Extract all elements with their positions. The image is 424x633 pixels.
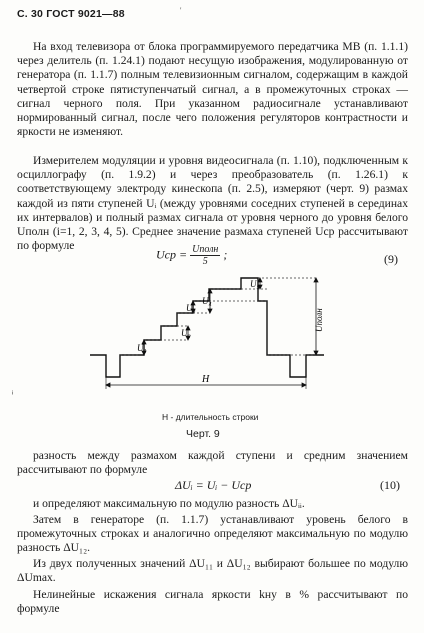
label-u5: U₅ — [250, 279, 260, 289]
paragraph-input-signal: На вход телевизора от блока программируемого передатчика МВ (п. 1.1.1) через делитель (п. 1.24.1) подают несущую изображения, модулированную от генератора (п. 1.1.7) полным телевизионным сигналом, содержащим в каждой четвертой строке пятиступенчатый сигнал, а в промежуточных строках — сигнал черного поля. При указанном радиосигнале устанавливают нормированный сигнал, после чего положения регуляторов контрастности и яркости не изменяют. — [17, 40, 408, 139]
staircase-signal-diagram — [90, 272, 350, 400]
formula-9-tail: ; — [223, 247, 228, 262]
formula-10: ΔUᵢ = Uᵢ − Uср — [175, 478, 252, 492]
figure-caption: H - длительность строки — [162, 412, 259, 422]
label-u3: U₃ — [186, 303, 196, 313]
paragraph-choose-max: Из двух полученных значений ΔU₁₁ и ΔU₁₂ выбирают большее по модулю ΔUmax. — [17, 557, 408, 585]
label-h: H — [202, 374, 210, 385]
header-tick-mark: ' — [180, 6, 182, 15]
paragraph-difference: разность между размахом каждой ступени и средним значением рассчитывают по формуле — [17, 449, 408, 477]
formula-10-number: (10) — [380, 478, 400, 492]
page-header: С. 30 ГОСТ 9021—88 — [17, 8, 125, 20]
paragraph-white-level: Затем в генераторе (п. 1.1.7) устанавливают уровень белого в промежуточных строках и аналогично определяют максимальную по модулю разность ΔU₁₂. — [17, 513, 408, 555]
paragraph-nonlinear: Нелинейные искажения сигнала яркости kнy в % рассчитывают по формуле — [17, 588, 408, 616]
figure-mark: ᵢ — [12, 386, 14, 396]
label-u2: U₂ — [181, 328, 191, 338]
label-u-full: Uполн — [314, 308, 324, 332]
label-u1: U₁ — [137, 343, 147, 353]
paragraph-measurement: Измерителем модуляции и уровня видеосигнала (п. 1.10), подключенным к осциллографу (п. 1.9.2) и через преобразователь (п. 1.26.1) к соответствующему электроду кинескопа (п. 2.5), измеряют (черт. 9) размах каждой из пяти ступеней Uᵢ (между уровнями соседних ступеней в серединах их интервалов) и полный размах сигнала от уровня черного до уровня белого Uполн (i=1, 2, 3, 4, 5). Среднее значение размаха ступеней Uср рассчитывают по формуле — [17, 154, 408, 253]
formula-9-lhs: Uср = — [156, 247, 188, 262]
formula-9-denominator: 5 — [202, 256, 208, 267]
paragraph-max-difference: и определяют максимальную по модулю разность ΔUᵢᵢ. — [33, 497, 305, 510]
figure-title: Черт. 9 — [186, 428, 220, 440]
formula-9-fraction — [190, 244, 220, 267]
step-arrows — [106, 278, 318, 387]
label-u4: U₄ — [202, 296, 212, 306]
formula-9-number: (9) — [384, 252, 398, 266]
formula-9-numerator: Uполн — [192, 244, 219, 255]
formula-9 — [156, 244, 227, 267]
staircase-waveform — [90, 278, 324, 377]
